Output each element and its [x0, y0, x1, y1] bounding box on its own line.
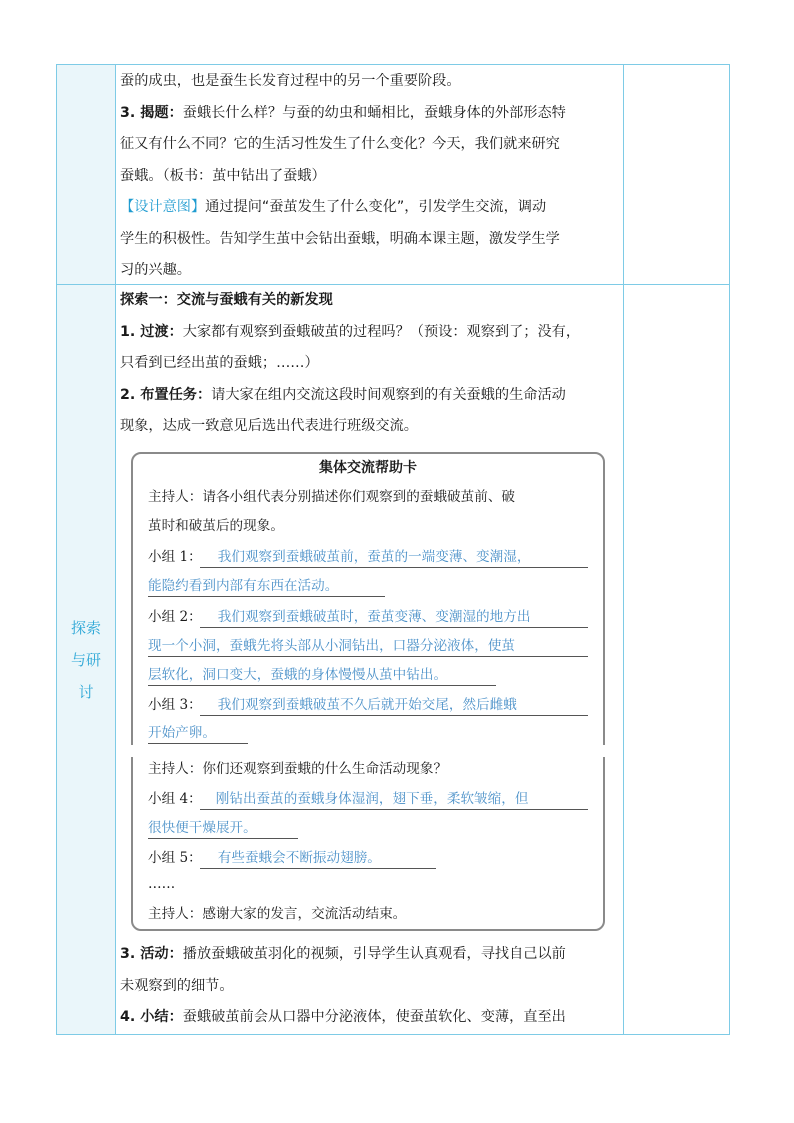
answer-underline: [200, 868, 436, 869]
text-line: 2. 布置任务：请大家在组内交流这段时间观察到的有关蚕蛾的生命活动: [120, 386, 566, 403]
answer-underline: [200, 627, 588, 628]
text-line: 4. 小结：蚕蛾破茧前会从口器中分泌液体，使蚕茧软化、变薄，直至出: [120, 1009, 566, 1025]
card-host-line: 主持人：你们还观察到蚕蛾的什么生命活动现象？: [148, 761, 448, 777]
text-line: 3. 揭题：蚕蛾长什么样？与蚕的幼虫和蛹相比，蚕蛾身体的外部形态特: [120, 104, 566, 121]
answer-underline: [148, 596, 385, 597]
card-group1-line: 能隐约看到内部有东西在活动。: [148, 578, 339, 594]
answer-underline: [148, 656, 588, 657]
text-line: 3. 活动：播放蚕蛾破茧羽化的视频，引导学生认真观看，寻找自己以前: [120, 946, 566, 962]
text-line: 只看到已经出茧的蚕蛾；……）: [120, 355, 319, 371]
row2-label: 探索 与研 讨: [70, 619, 101, 701]
answer-underline: [200, 567, 588, 568]
row1-content: [120, 66, 620, 287]
row1-label-cell: [57, 65, 115, 284]
text-line: 现象，达成一致意见后选出代表进行班级交流。: [120, 418, 418, 434]
text-line: 习的兴趣。: [120, 262, 191, 278]
row2-after-card: [120, 939, 620, 1034]
answer-underline: [148, 743, 248, 744]
card-group3-line: 开始产卵。: [148, 725, 216, 741]
card-group2-line: 层软化，洞口变大，蚕蛾的身体慢慢从茧中钻出。: [148, 667, 448, 683]
card-host-line: 茧时和破茧后的现象。: [148, 518, 284, 534]
section-heading: 探索一：交流与蚕蛾有关的新发现: [120, 292, 333, 308]
card-title: 集体交流帮助卡: [319, 460, 417, 476]
text-line: 学生的积极性。告知学生茧中会钻出蚕蛾，明确本课主题，激发学生学: [120, 230, 560, 247]
answer-underline: [148, 685, 496, 686]
text-line: 征又有什么不同？它的生活习性发生了什么变化？今天，我们就来研究: [120, 136, 560, 152]
card-group5-line: 小组 5： 有些蚕蛾会不断振动翅膀。: [148, 850, 381, 866]
text-line: 蚕的成虫，也是蚕生长发育过程中的另一个重要阶段。: [120, 73, 461, 89]
card-group2-line: 小组 2： 我们观察到蚕蛾破茧时，蚕茧变薄、变潮湿的地方出: [148, 609, 531, 625]
table-top-border: [56, 64, 730, 65]
card-ellipsis: ……: [148, 876, 176, 892]
card-group4-line: 小组 4： 刚钻出蚕茧的蚕蛾身体湿润，翅下垂，柔软皱缩，但: [148, 791, 529, 807]
answer-underline: [200, 809, 588, 810]
table-bottom-border: [56, 1034, 730, 1035]
answer-underline: [200, 715, 588, 716]
text-line: 1. 过渡：大家都有观察到蚕蛾破茧的过程吗？（预设：观察到了；没有，: [120, 323, 581, 340]
notes-column-border: [623, 64, 624, 1035]
table-right-border: [729, 64, 730, 1035]
card-host-line: 主持人：感谢大家的发言，交流活动结束。: [148, 906, 407, 922]
design-intent-line: 【设计意图】通过提问“蚕茧发生了什么变化”，引发学生交流，调动: [120, 199, 547, 215]
card-group2-line: 现一个小洞，蚕蛾先将头部从小洞钻出，口器分泌液体，使茧: [148, 638, 516, 654]
label-column-border: [115, 64, 116, 1035]
answer-underline: [148, 838, 298, 839]
text-line: 未观察到的细节。: [120, 977, 234, 994]
row2-intro: [120, 285, 620, 443]
text-line: 蚕蛾。（板书：茧中钻出了蚕蛾）: [120, 167, 326, 184]
card-host-line: 主持人：请各小组代表分别描述你们观察到的蚕蛾破茧前、破: [148, 489, 516, 505]
table-left-border: [56, 64, 57, 1035]
card-group4-line: 很快便干燥展开。: [148, 820, 257, 836]
card-group3-line: 小组 3： 我们观察到蚕蛾破茧不久后就开始交尾，然后雌蛾: [148, 697, 517, 713]
card-group1-line: 小组 1： 我们观察到蚕蛾破茧前，蚕茧的一端变薄、变潮湿，: [148, 549, 531, 565]
